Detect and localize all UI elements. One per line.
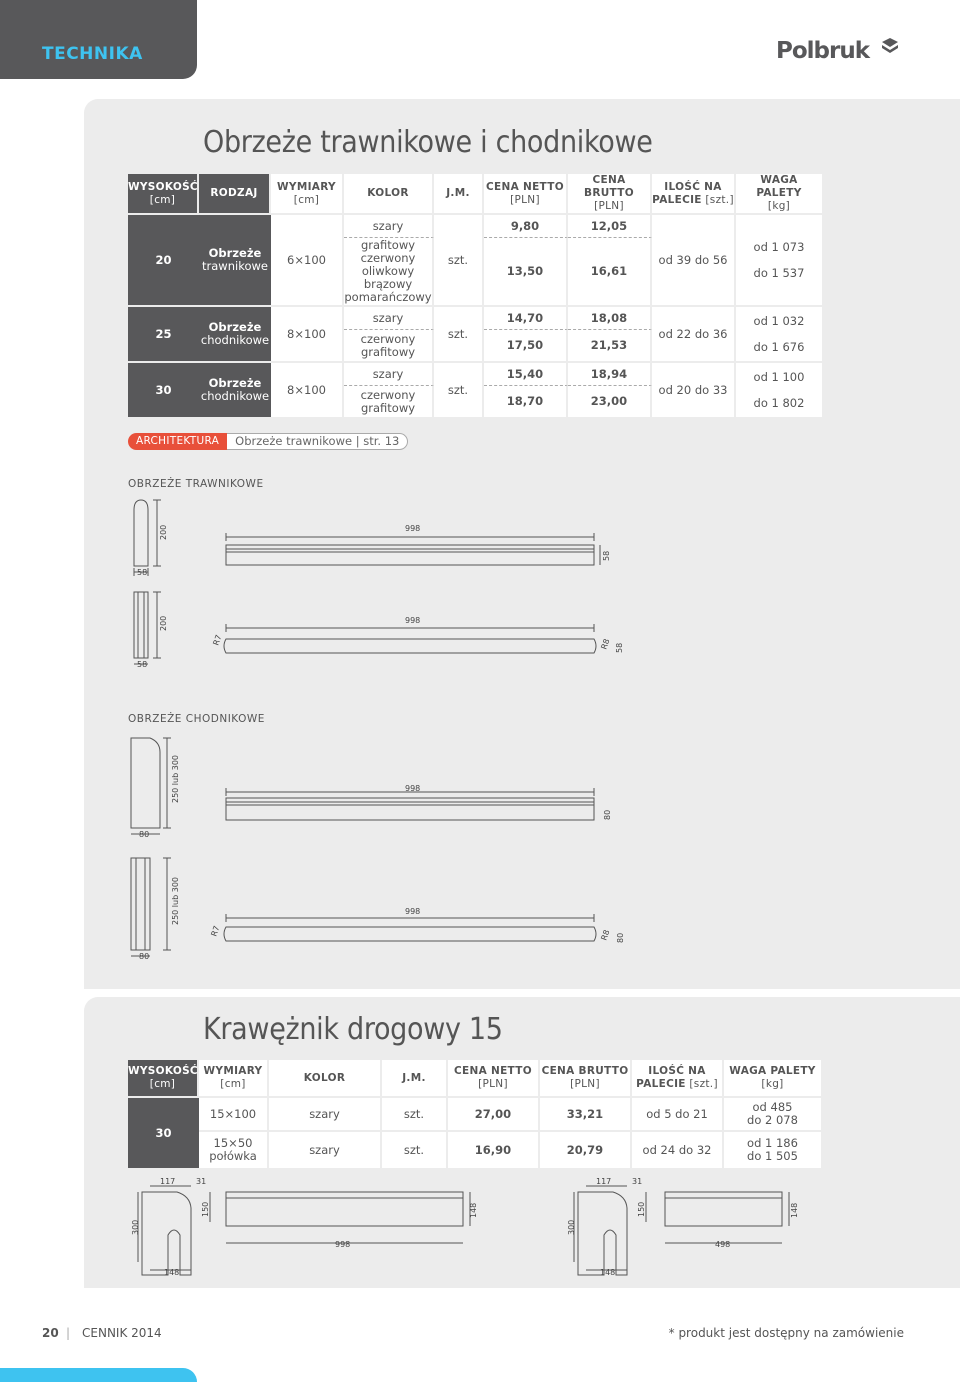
cell-color: szary	[344, 215, 434, 237]
svg-text:58: 58	[137, 568, 148, 577]
cell-gross: 18,08	[568, 307, 652, 329]
cell-net: 16,90	[448, 1132, 540, 1168]
table-header-row	[128, 1060, 821, 1096]
logo-mark-icon	[880, 38, 900, 54]
section1-heading: Obrzeże trawnikowe i chodnikowe	[203, 125, 653, 160]
table-row	[128, 1132, 821, 1168]
table-row	[128, 307, 822, 329]
cell-weight: od 1 032 do 1 676	[736, 307, 822, 361]
cell-net: 18,70	[484, 385, 568, 417]
cell-net: 9,80	[484, 215, 568, 237]
cell-net: 13,50	[484, 237, 568, 305]
col-net: CENA NETTO [PLN]	[484, 174, 568, 213]
section-tab	[0, 0, 197, 79]
cell-dims: 8×100	[271, 307, 344, 361]
svg-text:498: 498	[715, 1240, 731, 1249]
svg-text:31: 31	[196, 1177, 207, 1186]
cell-type: Obrzeże chodnikowe	[199, 363, 271, 417]
svg-text:80: 80	[616, 932, 625, 943]
cell-dims: 15×100	[199, 1098, 269, 1130]
cell-unit: szt.	[434, 307, 484, 361]
col-height: WYSOKOŚĆ [cm]	[128, 174, 199, 213]
svg-text:250 lub 300: 250 lub 300	[171, 877, 180, 925]
svg-text:300: 300	[567, 1219, 576, 1235]
cell-gross: 12,05	[568, 215, 652, 237]
cell-qty: od 20 do 33	[652, 363, 736, 417]
section2-heading: Krawężnik drogowy 15	[203, 1012, 503, 1047]
cell-net: 14,70	[484, 307, 568, 329]
cell-qty: od 22 do 36	[652, 307, 736, 361]
svg-text:58: 58	[615, 642, 624, 653]
cell-weight: od 1 073 do 1 537	[736, 215, 822, 305]
kraweznik-price-table	[128, 1060, 821, 1168]
svg-text:998: 998	[405, 524, 421, 533]
svg-text:117: 117	[596, 1177, 612, 1186]
cell-height: 25	[128, 307, 199, 361]
cell-net: 15,40	[484, 363, 568, 385]
cell-gross: 21,53	[568, 329, 652, 361]
cell-gross: 23,00	[568, 385, 652, 417]
cell-color: szary	[269, 1132, 382, 1168]
cell-qty: od 24 do 32	[632, 1132, 724, 1168]
svg-text:150: 150	[637, 1201, 646, 1217]
svg-text:31: 31	[632, 1177, 643, 1186]
svg-text:150: 150	[201, 1201, 210, 1217]
cell-color: grafitowy czerwony oliwkowy brązowy pomarańczowy	[344, 237, 434, 305]
svg-text:R7: R7	[209, 924, 222, 938]
col-color: KOLOR	[344, 174, 434, 213]
cell-net: 17,50	[484, 329, 568, 361]
svg-text:80: 80	[139, 952, 150, 961]
svg-text:300: 300	[131, 1219, 140, 1235]
cell-color: czerwony grafitowy	[344, 385, 434, 417]
table-row	[128, 215, 822, 237]
bottom-accent-bar	[0, 1368, 197, 1382]
col-color: KOLOR	[269, 1060, 382, 1096]
svg-text:200: 200	[159, 615, 168, 631]
table-row	[128, 1098, 821, 1130]
page-number: 20	[42, 1326, 59, 1340]
col-qty: ILOŚĆ NA PALECIE [szt.]	[652, 174, 736, 213]
cell-color: szary	[344, 363, 434, 385]
footer-divider: |	[66, 1326, 71, 1340]
svg-text:148: 148	[164, 1268, 180, 1277]
cell-dims: 6×100	[271, 215, 344, 305]
col-gross: CENA BRUTTO [PLN]	[540, 1060, 632, 1096]
svg-text:250 lub 300: 250 lub 300	[171, 755, 180, 803]
col-height: WYSOKOŚĆ [cm]	[128, 1060, 199, 1096]
col-dims: WYMIARY [cm]	[199, 1060, 269, 1096]
svg-text:148: 148	[790, 1202, 799, 1218]
brand-name: Polbruk	[776, 38, 870, 64]
svg-text:998: 998	[335, 1240, 351, 1249]
section-title: TECHNIKA	[42, 44, 143, 64]
cell-color: szary	[269, 1098, 382, 1130]
cell-unit: szt.	[382, 1098, 448, 1130]
cell-unit: szt.	[434, 363, 484, 417]
cell-weight: od 485 do 2 078	[724, 1098, 821, 1130]
cell-color: szary	[344, 307, 434, 329]
cross-reference-badge[interactable]	[128, 433, 408, 450]
cell-net: 27,00	[448, 1098, 540, 1130]
label-obrzeze-trawnikowe: OBRZEŻE TRAWNIKOWE	[128, 478, 264, 490]
table-row	[128, 363, 822, 385]
svg-text:58: 58	[602, 550, 611, 561]
cell-qty: od 39 do 56	[652, 215, 736, 305]
table-header-row	[128, 174, 822, 213]
col-dims: WYMIARY [cm]	[271, 174, 344, 213]
svg-text:R7: R7	[211, 633, 224, 647]
col-weight: WAGA PALETY [kg]	[724, 1060, 821, 1096]
cell-weight: od 1 100 do 1 802	[736, 363, 822, 417]
badge-text: Obrzeże trawnikowe | str. 13	[227, 433, 408, 450]
svg-text:998: 998	[405, 616, 421, 625]
svg-text:148: 148	[469, 1202, 478, 1218]
svg-text:200: 200	[159, 524, 168, 540]
svg-text:148: 148	[600, 1268, 616, 1277]
cell-gross: 18,94	[568, 363, 652, 385]
footnote: * produkt jest dostępny na zamówienie	[668, 1326, 904, 1340]
cell-gross: 20,79	[540, 1132, 632, 1168]
svg-text:80: 80	[139, 830, 150, 839]
cell-unit: szt.	[382, 1132, 448, 1168]
svg-text:117: 117	[160, 1177, 176, 1186]
svg-text:80: 80	[603, 809, 612, 820]
svg-text:R8: R8	[599, 928, 612, 942]
svg-text:998: 998	[405, 907, 421, 916]
cell-color: czerwony grafitowy	[344, 329, 434, 361]
col-weight: WAGA PALETY [kg]	[736, 174, 822, 213]
svg-text:58: 58	[137, 660, 148, 669]
cell-gross: 16,61	[568, 237, 652, 305]
svg-text:R8: R8	[599, 637, 612, 651]
svg-text:998: 998	[405, 784, 421, 793]
col-net: CENA NETTO [PLN]	[448, 1060, 540, 1096]
cell-type: Obrzeże trawnikowe	[199, 215, 271, 305]
cell-dims: 15×50 połówka	[199, 1132, 269, 1168]
cell-unit: szt.	[434, 215, 484, 305]
cell-gross: 33,21	[540, 1098, 632, 1130]
brand-logo	[776, 38, 896, 64]
col-unit: J.M.	[382, 1060, 448, 1096]
col-type: RODZAJ	[199, 174, 271, 213]
col-unit: J.M.	[434, 174, 484, 213]
obrzeza-price-table	[128, 174, 822, 417]
col-qty: ILOŚĆ NA PALECIE [szt.]	[632, 1060, 724, 1096]
cell-height: 20	[128, 215, 199, 305]
cell-dims: 8×100	[271, 363, 344, 417]
cell-type: Obrzeże chodnikowe	[199, 307, 271, 361]
label-obrzeze-chodnikowe: OBRZEŻE CHODNIKOWE	[128, 713, 265, 725]
col-gross: CENA BRUTTO [PLN]	[568, 174, 652, 213]
cell-weight: od 1 186 do 1 505	[724, 1132, 821, 1168]
cell-height: 30	[128, 363, 199, 417]
badge-tag: ARCHITEKTURA	[128, 433, 227, 450]
doc-name: CENNIK 2014	[82, 1326, 162, 1340]
cell-height: 30	[128, 1098, 199, 1168]
cell-qty: od 5 do 21	[632, 1098, 724, 1130]
